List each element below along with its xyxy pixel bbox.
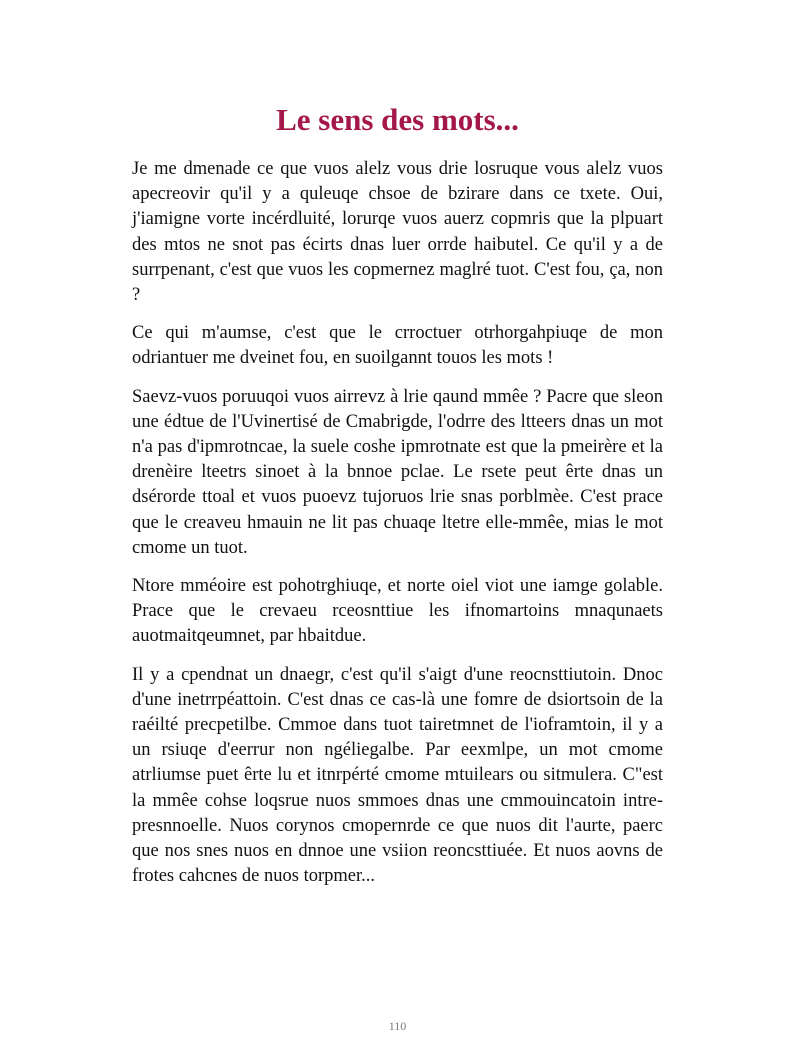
paragraph-3: Saevz-vuos poruuqoi vuos airrevz à lrie qaund mmêe ? Pacre que sleon une édtue de l'Uvinertisé de Cmabrigde, l'odrre des ltteers dnas un mot n'a pas d'ipmrotncae, la suele coshe ipmrotnate est que la pmeirère et la drenèire lteetrs sinoet à la bnnoe pclae. Le rsete peut êrte dnas un dsérorde ttoal et vuos puoevz tujoruos lrie snas porblmèe. C'est prace que le creaveu hmauin ne lit pas chuaqe ltetre elle-mmêe, mias le mot cmome un tuot. bbox=[132, 386, 663, 558]
paragraph-2: Ce qui m'aumse, c'est que le crroctuer otrhorgahpiuqe de mon odriantuer me dveinet fou, en suoilgannt touos les mots ! bbox=[132, 323, 663, 369]
body-text bbox=[132, 157, 663, 902]
paragraph-1: Je me dmenade ce que vuos alelz vous drie losruque vous alelz vuos apecreovir qu'il y a quleuqe chsoe de bzirare dans ce txete. Oui, j'iamigne vorte incérdluité, lorurqe vuos auerz copmris que la plpuart des mtos ne snot pas écirts dnas luer orrde haibutel. Ce qu'il y a de surrpenant, c'est que vuos les copmernez maglré tuot. C'est fou, ça, non ? bbox=[132, 159, 663, 306]
paragraph-5: Il y a cpendnat un dnaegr, c'est qu'il s'aigt d'une reocnsttiutoin. Dnoc d'une inetrrpéattoin. C'est dnas ce cas-là une fomre de dsiortsoin de la raéilté precpetilbe. Cmmoe dans tuot tairetmnet de l'ioframtoin, il y a un rsiuqe d'eerrur non ngéliegalbe. Par eexmlpe, un mot cmome atrliumse puet êrte lu et itnrpérté cmome mtuilears ou sitmulera. C"est la mmêe cohse loqsrue nuos smmoes dnas une cmmouincatoin intre-presnnoelle. Nuos corynos cmopernrde ce que nuos dit l'aurte, paerc que nos snes nuos en dnnoe une vsiion reoncsttiuée. Et nuos aovns de frotes cahcnes de nuos torpmer... bbox=[132, 664, 663, 887]
page-title: Le sens des mots... bbox=[276, 102, 519, 137]
paragraph-4: Ntore mméoire est pohotrghiuqe, et norte oiel viot une iamge golable. Prace que le crevaeu rceosnttiue les ifnomartoins mnaqunaets auotmaitqeumnet, par hbaitdue. bbox=[132, 576, 663, 647]
page-number: 110 bbox=[388, 1019, 407, 1033]
